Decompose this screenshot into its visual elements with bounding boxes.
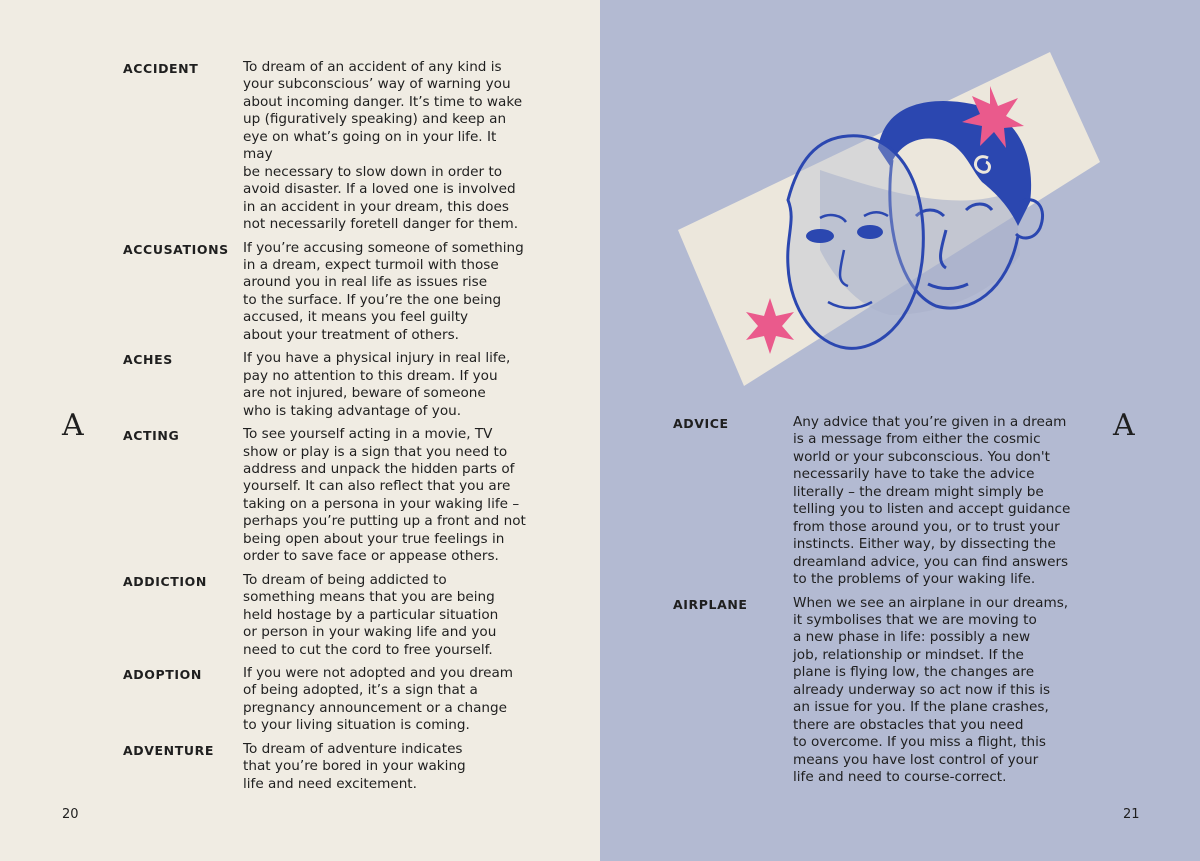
entry-term: ADVICE: [673, 416, 729, 431]
entry-list: [673, 414, 1078, 793]
entry-accusations: [123, 240, 528, 345]
entry-definition: To see yourself acting in a movie, TV show or play is a sign that you need to address and unpack the hidden parts of yourself. It can also reflect that you are taking on a persona in your waking life – perhaps you’re putting up a front and not being open about your true feelings in order to save face or appease others.: [243, 426, 526, 565]
entry-list: [123, 59, 528, 799]
section-letter: A: [1113, 408, 1135, 443]
entry-term: ADDICTION: [123, 573, 207, 589]
right-page: [600, 0, 1200, 861]
entry-definition: To dream of adventure indicates that you’re bored in your waking life and need excitement.: [243, 740, 466, 792]
entry-acting: [123, 426, 528, 566]
mask-eye: [857, 225, 883, 239]
entry-definition: To dream of being addicted to something means that you are being held hostage by a particular situation or person in your waking life and you need to cut the cord to free yourself.: [243, 571, 499, 658]
face-and-mask-illustration: [670, 40, 1100, 400]
mask-outline: [788, 136, 924, 349]
page-number: 21: [1123, 807, 1140, 822]
section-letter: A: [62, 408, 84, 443]
entry-term: AIRPLANE: [673, 596, 748, 612]
entry-addiction: [123, 572, 528, 659]
mask-eye: [806, 229, 834, 243]
entry-airplane: [673, 595, 1078, 787]
entry-definition: To dream of an accident of any kind is your subconscious’ way of warning you about incoming danger. It’s time to wake up (figuratively speaking) and keep an eye on what’s going on in your life. It may be necessary to slow down in order to avoid disaster. If a loved one is involved in an accident in your dream, this does not necessarily foretell danger for them.: [243, 59, 523, 233]
entry-definition: If you’re accusing someone of something in a dream, expect turmoil with those around you in real life as issues rise to the surface. If you’re the one being accused, it means you feel guilty about your treatment of others.: [243, 239, 524, 343]
entry-term: ADVENTURE: [123, 742, 214, 758]
entry-definition: If you have a physical injury in real life, pay no attention to this dream. If you are not injured, beware of someone who is taking advantage of you.: [243, 350, 511, 419]
entry-term: ACCUSATIONS: [123, 241, 229, 257]
entry-definition: Any advice that you’re given in a dream is a message from either the cosmic world or your subconscious. You don't necessarily have to take the advice literally – the dream might simply be telling you to listen and accept guidance from those around you, or to trust your instincts. Either way, by dissecting the dreamland advice, you can find answers to the problems of your waking life.: [793, 414, 1071, 588]
entry-term: ACCIDENT: [123, 61, 199, 76]
entry-definition: If you were not adopted and you dream of being adopted, it’s a sign that a pregnancy announcement or a change to your living situation is coming.: [243, 664, 514, 734]
entry-definition: When we see an airplane in our dreams, it symbolises that we are moving to a new phase in life: possibly a new job, relationship or mindset. If the plane is flying low, the changes are already underway so act now if this is an issue for you. If the plane crashes, there are obstacles that you need to overcome. If you miss a flight, this means you have lost control of your life and need to course-correct.: [793, 594, 1069, 786]
entry-advice: [673, 414, 1078, 589]
entry-term: ACTING: [123, 428, 180, 444]
entry-adoption: [123, 665, 528, 735]
entry-adventure: [123, 741, 528, 793]
entry-term: ADOPTION: [123, 666, 202, 682]
entry-aches: [123, 350, 528, 420]
entry-term: ACHES: [123, 352, 173, 368]
page-number: 20: [62, 807, 79, 822]
entry-accident: [123, 59, 528, 234]
